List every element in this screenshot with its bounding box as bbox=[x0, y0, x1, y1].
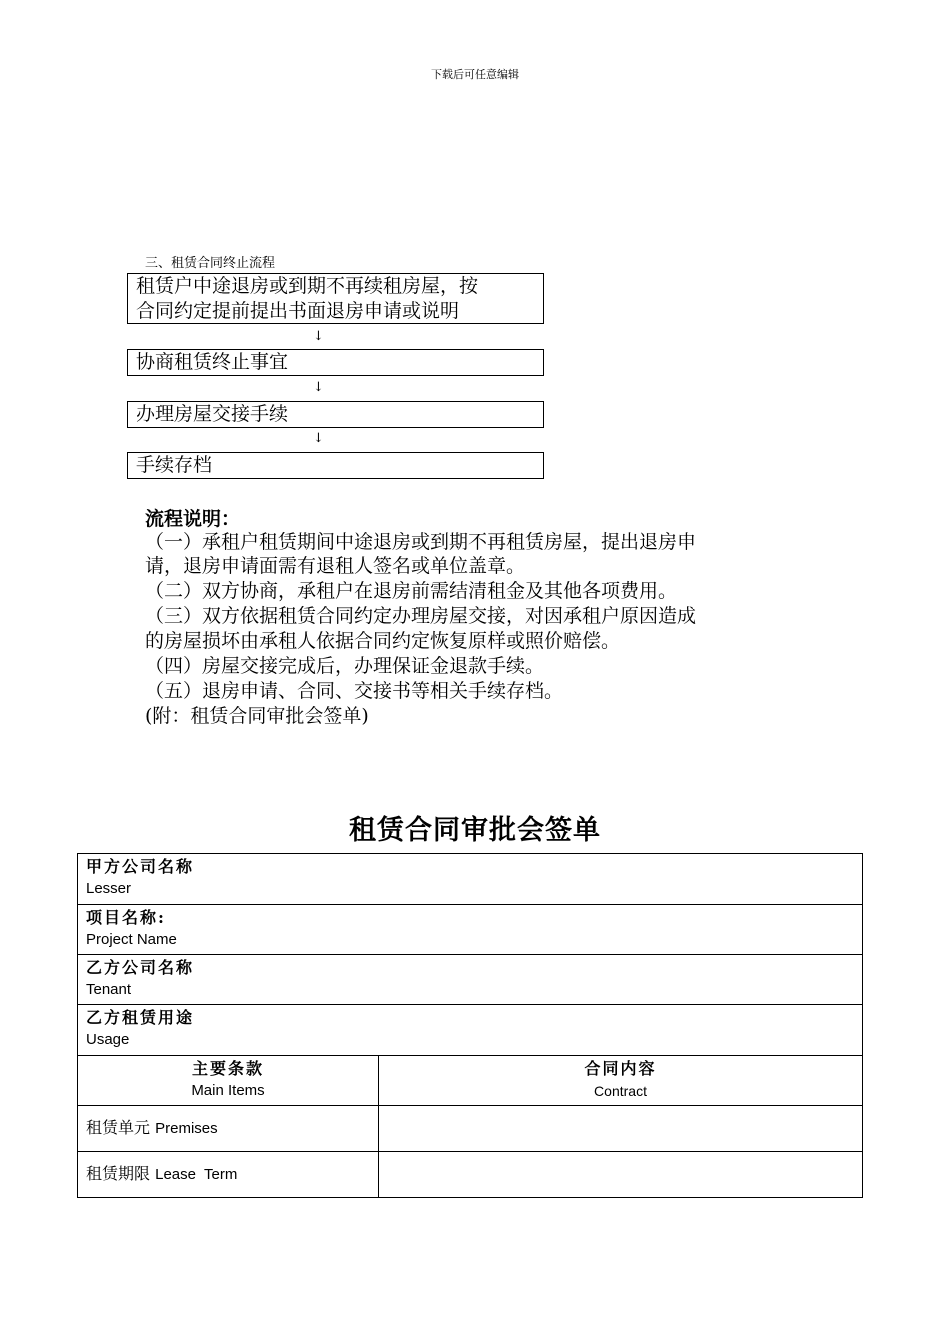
flow-step-1-line-2: 合同约定提前提出书面退房申请或说明 bbox=[136, 300, 460, 322]
contract-header-en: Contract bbox=[594, 1083, 647, 1099]
usage-field[interactable] bbox=[78, 1005, 863, 1056]
header-note: 下载后可任意编辑 bbox=[431, 68, 519, 81]
notes-line: 请，退房申请面需有退租人签名或单位盖章。 bbox=[145, 555, 526, 577]
premises-label bbox=[78, 1106, 379, 1152]
lesser-label-en: Lesser bbox=[86, 880, 132, 897]
section-title: 三、租赁合同终止流程 bbox=[145, 256, 276, 271]
lesser-label-zh: 甲方公司名称 bbox=[86, 857, 195, 876]
notes-line: （三）双方依据租赁合同约定办理房屋交接，对因承租户原因造成 bbox=[145, 605, 697, 627]
flow-step-2 bbox=[127, 349, 544, 376]
main-items-header-en: Main Items bbox=[191, 1082, 265, 1099]
form-header-row bbox=[78, 1056, 863, 1106]
form-row-tenant bbox=[78, 955, 863, 1005]
lease-term-label bbox=[78, 1152, 379, 1198]
flow-step-4-label: 手续存档 bbox=[136, 454, 213, 476]
notes-title: 流程说明： bbox=[145, 508, 241, 530]
tenant-label-en: Tenant bbox=[86, 981, 132, 998]
tenant-label-zh: 乙方公司名称 bbox=[86, 958, 195, 977]
flow-arrow-3: ↓ bbox=[313, 431, 324, 446]
contract-header-zh: 合同内容 bbox=[584, 1059, 657, 1078]
lease-term-label-zh: 租赁期限 bbox=[86, 1164, 151, 1183]
notes-line: 的房屋损坏由承租人依据合同约定恢复原样或照价赔偿。 bbox=[145, 630, 621, 652]
flow-arrow-2: ↓ bbox=[313, 380, 324, 395]
notes-line: （四）房屋交接完成后，办理保证金退款手续。 bbox=[145, 655, 545, 677]
notes-line: (附：租赁合同审批会签单) bbox=[145, 705, 369, 727]
lease-term-label-en: Lease Term bbox=[155, 1166, 238, 1183]
lesser-field[interactable] bbox=[78, 854, 863, 905]
main-items-header-zh: 主要条款 bbox=[191, 1059, 264, 1078]
flow-step-4 bbox=[127, 452, 544, 479]
premises-label-en: Premises bbox=[155, 1120, 218, 1137]
premises-label-zh: 租赁单元 bbox=[86, 1118, 151, 1137]
flow-step-3 bbox=[127, 401, 544, 428]
flow-step-3-label: 办理房屋交接手续 bbox=[136, 403, 289, 425]
project-label-zh: 项目名称: bbox=[86, 908, 166, 927]
lease-term-value-field[interactable] bbox=[379, 1152, 863, 1198]
flow-arrow-1: ↓ bbox=[313, 329, 324, 344]
form-row-project bbox=[78, 905, 863, 955]
form-row-usage bbox=[78, 1005, 863, 1056]
contract-header bbox=[379, 1056, 863, 1106]
flow-step-1-line-1: 租赁户中途退房或到期不再续租房屋，按 bbox=[136, 275, 479, 297]
usage-label-en: Usage bbox=[86, 1031, 130, 1048]
flow-step-2-label: 协商租赁终止事宜 bbox=[136, 351, 289, 373]
notes-line: （二）双方协商，承租户在退房前需结清租金及其他各项费用。 bbox=[145, 580, 678, 602]
project-name-field[interactable] bbox=[78, 905, 863, 955]
form-item-row bbox=[78, 1106, 863, 1152]
notes-line: （一）承租户租赁期间中途退房或到期不再租赁房屋，提出退房申 bbox=[145, 531, 697, 553]
tenant-field[interactable] bbox=[78, 955, 863, 1005]
approval-form-table bbox=[77, 853, 863, 1198]
premises-value-field[interactable] bbox=[379, 1106, 863, 1152]
form-item-row bbox=[78, 1152, 863, 1198]
notes-line: （五）退房申请、合同、交接书等相关手续存档。 bbox=[145, 680, 564, 702]
form-title: 租赁合同审批会签单 bbox=[349, 815, 601, 846]
flow-step-1 bbox=[127, 273, 544, 324]
form-row-lesser bbox=[78, 854, 863, 905]
project-label-en: Project Name bbox=[86, 931, 177, 948]
main-items-header bbox=[78, 1056, 379, 1106]
usage-label-zh: 乙方租赁用途 bbox=[86, 1008, 195, 1027]
